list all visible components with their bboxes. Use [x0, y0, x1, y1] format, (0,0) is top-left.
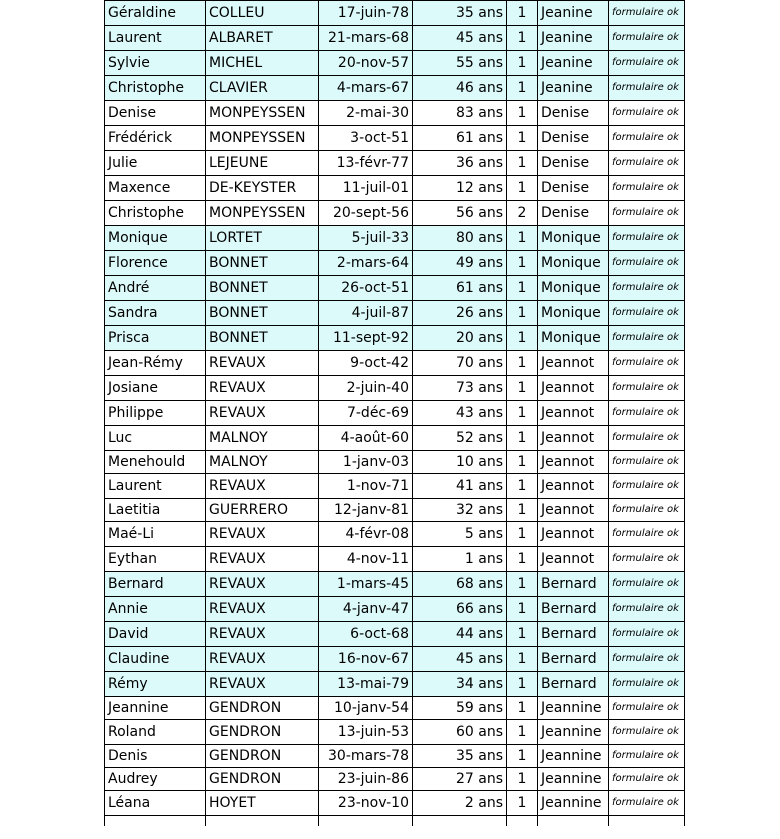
- first-name-cell: Laetitia: [105, 499, 206, 522]
- first-name-cell: Christophe: [105, 76, 206, 101]
- table-row: [105, 376, 685, 401]
- birth-date-cell: 4-mars-67: [319, 76, 413, 101]
- birth-date-cell: 5-juil-33: [319, 226, 413, 251]
- status-cell: formulaire ok: [609, 151, 685, 176]
- status-cell: formulaire ok: [609, 499, 685, 522]
- first-name-cell: Maé-Li: [105, 522, 206, 547]
- birth-date-cell: 4-janv-47: [319, 597, 413, 622]
- count-cell: 1: [507, 745, 538, 768]
- age-cell: 80 ans: [413, 226, 507, 251]
- age-cell: 73 ans: [413, 376, 507, 401]
- first-name-cell: Léana: [105, 791, 206, 816]
- table-row: [105, 522, 685, 547]
- age-cell: 83 ans: [413, 101, 507, 126]
- table-row: [105, 768, 685, 791]
- table-row: [105, 697, 685, 720]
- birth-date-cell: 23-juin-86: [319, 768, 413, 791]
- age-cell: 66 ans: [413, 597, 507, 622]
- birth-date-cell: 21-mars-68: [319, 26, 413, 51]
- birth-date-cell: 7-déc-69: [319, 401, 413, 426]
- first-name-cell: Josiane: [105, 376, 206, 401]
- age-cell: 20 ans: [413, 326, 507, 351]
- last-name-cell: BONNET: [206, 326, 319, 351]
- table-row: [105, 101, 685, 126]
- status-cell: formulaire ok: [609, 572, 685, 597]
- age-cell: 1 ans: [413, 547, 507, 572]
- first-name-cell: Monique: [105, 226, 206, 251]
- birth-date-cell: 2-juin-40: [319, 376, 413, 401]
- host-cell: Bernard: [538, 672, 609, 697]
- age-cell: 10 ans: [413, 451, 507, 474]
- age-cell: 26 ans: [413, 301, 507, 326]
- first-name-cell: Jean-Rémy: [105, 351, 206, 376]
- first-name-cell: Géraldine: [105, 1, 206, 26]
- last-name-cell: MALNOY: [206, 451, 319, 474]
- count-cell: 1: [507, 572, 538, 597]
- count-cell: 1: [507, 301, 538, 326]
- table-row: [105, 26, 685, 51]
- status-cell: formulaire ok: [609, 101, 685, 126]
- host-cell: Jeannine: [538, 720, 609, 745]
- last-name-cell: REVAUX: [206, 474, 319, 499]
- age-cell: 61 ans: [413, 126, 507, 151]
- first-name-cell: Christophe: [105, 201, 206, 226]
- count-cell: 1: [507, 720, 538, 745]
- first-name-cell: Julie: [105, 151, 206, 176]
- table-row: [105, 251, 685, 276]
- birth-date-cell: 16-nov-67: [319, 647, 413, 672]
- birth-date-cell: 10-janv-54: [319, 697, 413, 720]
- last-name-cell: REVAUX: [206, 522, 319, 547]
- count-cell: 1: [507, 451, 538, 474]
- host-cell: Monique: [538, 301, 609, 326]
- birth-date-cell: 4-août-60: [319, 426, 413, 451]
- count-cell: 1: [507, 791, 538, 816]
- age-cell: 61 ans: [413, 276, 507, 301]
- empty-cell: [319, 816, 413, 827]
- status-cell: formulaire ok: [609, 126, 685, 151]
- first-name-cell: Sandra: [105, 301, 206, 326]
- empty-cell: [538, 816, 609, 827]
- table-row: [105, 451, 685, 474]
- host-cell: Jeanine: [538, 76, 609, 101]
- status-cell: formulaire ok: [609, 51, 685, 76]
- table-row: [105, 401, 685, 426]
- table-row: [105, 351, 685, 376]
- first-name-cell: Frédérick: [105, 126, 206, 151]
- birth-date-cell: 20-sept-56: [319, 201, 413, 226]
- age-cell: 70 ans: [413, 351, 507, 376]
- status-cell: formulaire ok: [609, 26, 685, 51]
- age-cell: 52 ans: [413, 426, 507, 451]
- table-row: [105, 622, 685, 647]
- age-cell: 56 ans: [413, 201, 507, 226]
- last-name-cell: REVAUX: [206, 376, 319, 401]
- status-cell: formulaire ok: [609, 720, 685, 745]
- table-row: [105, 474, 685, 499]
- birth-date-cell: 1-mars-45: [319, 572, 413, 597]
- table-row: [105, 51, 685, 76]
- host-cell: Monique: [538, 226, 609, 251]
- last-name-cell: BONNET: [206, 276, 319, 301]
- birth-date-cell: 11-sept-92: [319, 326, 413, 351]
- guest-table: [104, 0, 685, 826]
- last-name-cell: REVAUX: [206, 672, 319, 697]
- status-cell: formulaire ok: [609, 547, 685, 572]
- count-cell: 1: [507, 76, 538, 101]
- table-row: [105, 499, 685, 522]
- count-cell: 1: [507, 326, 538, 351]
- table-row: [105, 572, 685, 597]
- age-cell: 44 ans: [413, 622, 507, 647]
- last-name-cell: REVAUX: [206, 622, 319, 647]
- last-name-cell: GENDRON: [206, 768, 319, 791]
- status-cell: formulaire ok: [609, 597, 685, 622]
- count-cell: 1: [507, 251, 538, 276]
- age-cell: 32 ans: [413, 499, 507, 522]
- count-cell: 1: [507, 622, 538, 647]
- birth-date-cell: 1-janv-03: [319, 451, 413, 474]
- status-cell: formulaire ok: [609, 226, 685, 251]
- status-cell: formulaire ok: [609, 522, 685, 547]
- host-cell: Bernard: [538, 622, 609, 647]
- status-cell: formulaire ok: [609, 697, 685, 720]
- age-cell: 45 ans: [413, 26, 507, 51]
- birth-date-cell: 12-janv-81: [319, 499, 413, 522]
- host-cell: Bernard: [538, 572, 609, 597]
- status-cell: formulaire ok: [609, 426, 685, 451]
- count-cell: 1: [507, 547, 538, 572]
- host-cell: Jeannot: [538, 451, 609, 474]
- table-row: [105, 426, 685, 451]
- last-name-cell: REVAUX: [206, 401, 319, 426]
- age-cell: 41 ans: [413, 474, 507, 499]
- host-cell: Jeannot: [538, 474, 609, 499]
- host-cell: Monique: [538, 251, 609, 276]
- host-cell: Jeanine: [538, 1, 609, 26]
- last-name-cell: GENDRON: [206, 697, 319, 720]
- age-cell: 45 ans: [413, 647, 507, 672]
- status-cell: formulaire ok: [609, 791, 685, 816]
- birth-date-cell: 9-oct-42: [319, 351, 413, 376]
- table-bottom-edge: [105, 816, 685, 827]
- count-cell: 1: [507, 426, 538, 451]
- host-cell: Jeannine: [538, 768, 609, 791]
- table-row: [105, 151, 685, 176]
- host-cell: Jeanine: [538, 51, 609, 76]
- status-cell: formulaire ok: [609, 201, 685, 226]
- first-name-cell: Luc: [105, 426, 206, 451]
- first-name-cell: Claudine: [105, 647, 206, 672]
- status-cell: formulaire ok: [609, 76, 685, 101]
- status-cell: formulaire ok: [609, 301, 685, 326]
- empty-cell: [609, 816, 685, 827]
- birth-date-cell: 17-juin-78: [319, 1, 413, 26]
- birth-date-cell: 2-mars-64: [319, 251, 413, 276]
- host-cell: Denise: [538, 101, 609, 126]
- status-cell: formulaire ok: [609, 647, 685, 672]
- age-cell: 68 ans: [413, 572, 507, 597]
- count-cell: 1: [507, 376, 538, 401]
- count-cell: 1: [507, 522, 538, 547]
- table-row: [105, 226, 685, 251]
- count-cell: 1: [507, 647, 538, 672]
- birth-date-cell: 2-mai-30: [319, 101, 413, 126]
- count-cell: 1: [507, 26, 538, 51]
- host-cell: Jeannine: [538, 791, 609, 816]
- birth-date-cell: 4-juil-87: [319, 301, 413, 326]
- host-cell: Jeannot: [538, 351, 609, 376]
- birth-date-cell: 13-juin-53: [319, 720, 413, 745]
- birth-date-cell: 4-févr-08: [319, 522, 413, 547]
- count-cell: 1: [507, 176, 538, 201]
- count-cell: 1: [507, 226, 538, 251]
- status-cell: formulaire ok: [609, 251, 685, 276]
- birth-date-cell: 1-nov-71: [319, 474, 413, 499]
- status-cell: formulaire ok: [609, 1, 685, 26]
- status-cell: formulaire ok: [609, 672, 685, 697]
- count-cell: 1: [507, 51, 538, 76]
- table-row: [105, 276, 685, 301]
- birth-date-cell: 26-oct-51: [319, 276, 413, 301]
- host-cell: Jeannine: [538, 697, 609, 720]
- empty-cell: [206, 816, 319, 827]
- table-row: [105, 745, 685, 768]
- host-cell: Jeannot: [538, 426, 609, 451]
- last-name-cell: BONNET: [206, 301, 319, 326]
- table-row: [105, 326, 685, 351]
- status-cell: formulaire ok: [609, 276, 685, 301]
- count-cell: 1: [507, 1, 538, 26]
- first-name-cell: Denise: [105, 101, 206, 126]
- first-name-cell: Eythan: [105, 547, 206, 572]
- birth-date-cell: 11-juil-01: [319, 176, 413, 201]
- birth-date-cell: 30-mars-78: [319, 745, 413, 768]
- status-cell: formulaire ok: [609, 768, 685, 791]
- age-cell: 35 ans: [413, 1, 507, 26]
- age-cell: 43 ans: [413, 401, 507, 426]
- first-name-cell: Maxence: [105, 176, 206, 201]
- count-cell: 1: [507, 151, 538, 176]
- last-name-cell: MONPEYSSEN: [206, 126, 319, 151]
- count-cell: 1: [507, 276, 538, 301]
- birth-date-cell: 20-nov-57: [319, 51, 413, 76]
- birth-date-cell: 3-oct-51: [319, 126, 413, 151]
- count-cell: 2: [507, 201, 538, 226]
- status-cell: formulaire ok: [609, 451, 685, 474]
- last-name-cell: ALBARET: [206, 26, 319, 51]
- first-name-cell: David: [105, 622, 206, 647]
- empty-cell: [507, 816, 538, 827]
- table-row: [105, 597, 685, 622]
- last-name-cell: HOYET: [206, 791, 319, 816]
- table-row: [105, 791, 685, 816]
- age-cell: 27 ans: [413, 768, 507, 791]
- host-cell: Jeannot: [538, 499, 609, 522]
- count-cell: 1: [507, 597, 538, 622]
- host-cell: Bernard: [538, 597, 609, 622]
- last-name-cell: BONNET: [206, 251, 319, 276]
- first-name-cell: Laurent: [105, 474, 206, 499]
- first-name-cell: Jeannine: [105, 697, 206, 720]
- first-name-cell: Annie: [105, 597, 206, 622]
- age-cell: 35 ans: [413, 745, 507, 768]
- first-name-cell: Sylvie: [105, 51, 206, 76]
- birth-date-cell: 6-oct-68: [319, 622, 413, 647]
- host-cell: Monique: [538, 326, 609, 351]
- host-cell: Denise: [538, 176, 609, 201]
- guest-table-sheet: [104, 0, 685, 826]
- last-name-cell: LEJEUNE: [206, 151, 319, 176]
- status-cell: formulaire ok: [609, 376, 685, 401]
- last-name-cell: GUERRERO: [206, 499, 319, 522]
- last-name-cell: REVAUX: [206, 351, 319, 376]
- first-name-cell: Prisca: [105, 326, 206, 351]
- age-cell: 46 ans: [413, 76, 507, 101]
- age-cell: 12 ans: [413, 176, 507, 201]
- first-name-cell: Rémy: [105, 672, 206, 697]
- status-cell: formulaire ok: [609, 326, 685, 351]
- last-name-cell: DE-KEYSTER: [206, 176, 319, 201]
- first-name-cell: Bernard: [105, 572, 206, 597]
- host-cell: Monique: [538, 276, 609, 301]
- status-cell: formulaire ok: [609, 401, 685, 426]
- last-name-cell: MICHEL: [206, 51, 319, 76]
- last-name-cell: GENDRON: [206, 745, 319, 768]
- last-name-cell: REVAUX: [206, 572, 319, 597]
- host-cell: Jeannot: [538, 376, 609, 401]
- table-row: [105, 301, 685, 326]
- age-cell: 55 ans: [413, 51, 507, 76]
- count-cell: 1: [507, 672, 538, 697]
- count-cell: 1: [507, 768, 538, 791]
- status-cell: formulaire ok: [609, 622, 685, 647]
- count-cell: 1: [507, 351, 538, 376]
- birth-date-cell: 13-févr-77: [319, 151, 413, 176]
- table-row: [105, 76, 685, 101]
- age-cell: 36 ans: [413, 151, 507, 176]
- first-name-cell: Audrey: [105, 768, 206, 791]
- table-row: [105, 201, 685, 226]
- table-row: [105, 1, 685, 26]
- first-name-cell: Laurent: [105, 26, 206, 51]
- first-name-cell: André: [105, 276, 206, 301]
- last-name-cell: CLAVIER: [206, 76, 319, 101]
- host-cell: Jeannot: [538, 547, 609, 572]
- guest-table-body: [105, 1, 685, 827]
- age-cell: 60 ans: [413, 720, 507, 745]
- last-name-cell: MONPEYSSEN: [206, 101, 319, 126]
- host-cell: Jeannot: [538, 401, 609, 426]
- host-cell: Bernard: [538, 647, 609, 672]
- host-cell: Jeanine: [538, 26, 609, 51]
- last-name-cell: GENDRON: [206, 720, 319, 745]
- host-cell: Jeannot: [538, 522, 609, 547]
- age-cell: 34 ans: [413, 672, 507, 697]
- count-cell: 1: [507, 474, 538, 499]
- age-cell: 5 ans: [413, 522, 507, 547]
- status-cell: formulaire ok: [609, 474, 685, 499]
- host-cell: Denise: [538, 126, 609, 151]
- age-cell: 59 ans: [413, 697, 507, 720]
- table-row: [105, 126, 685, 151]
- last-name-cell: MONPEYSSEN: [206, 201, 319, 226]
- first-name-cell: Roland: [105, 720, 206, 745]
- age-cell: 49 ans: [413, 251, 507, 276]
- last-name-cell: REVAUX: [206, 547, 319, 572]
- status-cell: formulaire ok: [609, 176, 685, 201]
- last-name-cell: LORTET: [206, 226, 319, 251]
- birth-date-cell: 23-nov-10: [319, 791, 413, 816]
- count-cell: 1: [507, 499, 538, 522]
- birth-date-cell: 13-mai-79: [319, 672, 413, 697]
- birth-date-cell: 4-nov-11: [319, 547, 413, 572]
- empty-cell: [105, 816, 206, 827]
- status-cell: formulaire ok: [609, 745, 685, 768]
- first-name-cell: Philippe: [105, 401, 206, 426]
- table-row: [105, 547, 685, 572]
- host-cell: Denise: [538, 201, 609, 226]
- count-cell: 1: [507, 697, 538, 720]
- table-row: [105, 176, 685, 201]
- table-row: [105, 672, 685, 697]
- table-row: [105, 720, 685, 745]
- count-cell: 1: [507, 101, 538, 126]
- first-name-cell: Florence: [105, 251, 206, 276]
- last-name-cell: MALNOY: [206, 426, 319, 451]
- table-row: [105, 647, 685, 672]
- first-name-cell: Denis: [105, 745, 206, 768]
- host-cell: Jeannine: [538, 745, 609, 768]
- host-cell: Denise: [538, 151, 609, 176]
- status-cell: formulaire ok: [609, 351, 685, 376]
- empty-cell: [413, 816, 507, 827]
- last-name-cell: REVAUX: [206, 597, 319, 622]
- first-name-cell: Menehould: [105, 451, 206, 474]
- age-cell: 2 ans: [413, 791, 507, 816]
- count-cell: 1: [507, 126, 538, 151]
- last-name-cell: COLLEU: [206, 1, 319, 26]
- last-name-cell: REVAUX: [206, 647, 319, 672]
- count-cell: 1: [507, 401, 538, 426]
